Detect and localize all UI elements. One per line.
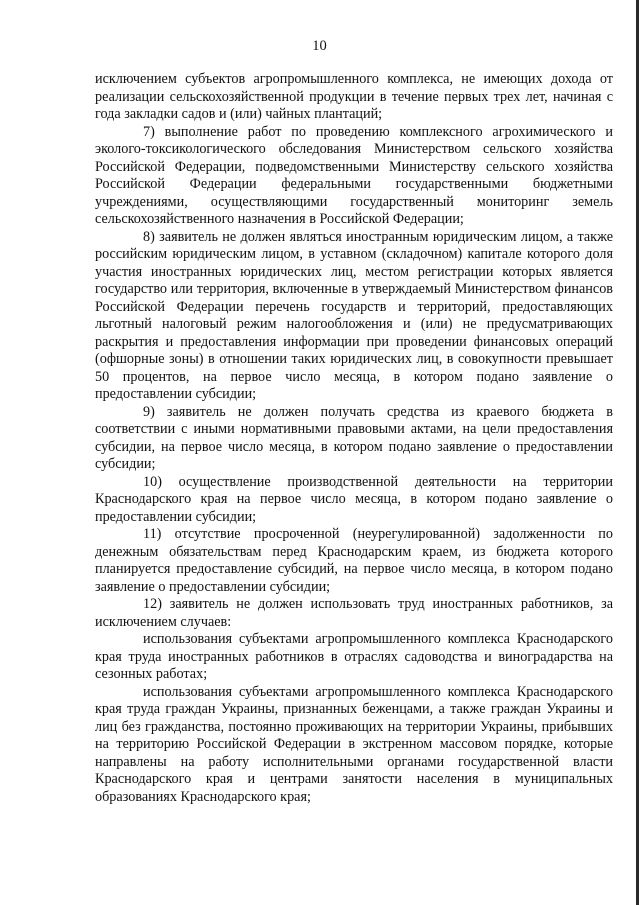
paragraph-exception-seasonal: использования субъектами агропромышленного комплекса Краснодарского края труда иностранных работников в отраслях садоводства и виноградарства на сезонных работах;: [95, 631, 613, 682]
paragraph-item-12: 12) заявитель не должен использовать труд иностранных работников, за исключением случаев:: [95, 596, 613, 630]
paragraph-item-11: 11) отсутствие просроченной (неурегулированной) задолженности по денежным обязательствам перед Краснодарским краем, из бюджета которого планируется предоставление субсидий, на первое число месяца, в котором подано заявление о предоставлении субсидии;: [95, 526, 613, 595]
paragraph-item-8: 8) заявитель не должен являться иностранным юридическим лицом, а также российским юридическим лицом, в уставном (складочном) капитале которого доля участия иностранных юридических лиц, местом регистрации которых является государство или территория, включенные в утверждаемый Министерством финансов Российской Федерации перечень государств и территорий, предоставляющих льготный налоговый режим налогообложения и (или) не предусматривающих раскрытия и предоставления информации при проведении финансовых операций (офшорные зоны) в отношении таких юридических лиц, в совокупности превышает 50 процентов, на первое число месяца, в котором подано заявление о предоставлении субсидии;: [95, 228, 613, 402]
paragraph-item-7: 7) выполнение работ по проведению комплексного агрохимического и эколого-токсикологического обследования Министерством сельского хозяйства Российской Федерации, подведомственными Министерству сельского хозяйства Российской Федерации федеральными государственными бюджетными учреждениями, осуществляющими государственный мониторинг земель сельскохозяйственного назначения в Российской Федерации;: [95, 123, 613, 227]
page-number: 10: [312, 38, 327, 54]
paragraph-exception-ukraine: использования субъектами агропромышленного комплекса Краснодарского края труда граждан Украины, признанных беженцами, а также граждан Украины и лиц без гражданства, постоянно проживающих на территории Украины, прибывших на территорию Российской Федерации в экстренном массовом порядке, которые направлены на работу исполнительными органами государственной власти Краснодарского края и центрами занятости населения в муниципальных образованиях Краснодарского края;: [95, 683, 613, 805]
paragraph-item-9: 9) заявитель не должен получать средства из краевого бюджета в соответствии с иными нормативными правовыми актами, на цели предоставления субсидии, на первое число месяца, в котором подано заявление о предоставлении субсидии;: [95, 403, 613, 472]
paragraph-continuation: исключением субъектов агропромышленного комплекса, не имеющих дохода от реализации сельскохозяйственной продукции в течение первых трех лет, начиная с года закладки садов и (или) чайных плантаций;: [95, 71, 613, 122]
paragraph-item-10: 10) осуществление производственной деятельности на территории Краснодарского края на первое число месяца, в котором подано заявление о предоставлении субсидии;: [95, 473, 613, 525]
document-body: [95, 71, 613, 806]
